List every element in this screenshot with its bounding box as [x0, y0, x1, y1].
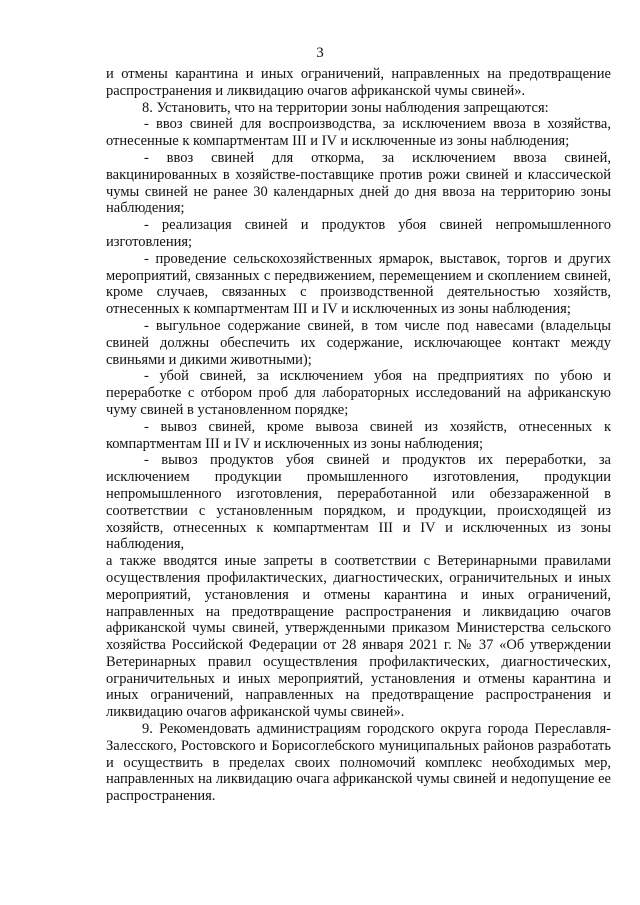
- paragraph-item-9: 9. Рекомендовать администрациям городского округа города Переславля-Залесского, Ростовского и Борисоглебского муниципальных районов разработать и осуществить в пределах своих полномочий комплекс необходимых мер, направленных на ликвидацию очага африканской чумы свиней и недопущение ее распространения.: [106, 721, 611, 805]
- paragraph-item-8: 8. Установить, что на территории зоны наблюдения запрещаются:: [142, 99, 549, 116]
- list-item-free-range: - выгульное содержание свиней, в том числе под навесами (владельцы свиней должны обеспечить их содержание, исключающее контакт между свиньями и дикими животными);: [106, 317, 611, 368]
- page-number: 3: [316, 45, 324, 61]
- list-item-sale-products: - реализация свиней и продуктов убоя свиней непромышленного изготовления;: [106, 217, 611, 250]
- list-item-fattening-import: - ввоз свиней для откорма, за исключением ввоза свиней, вакцинированных в хозяйстве-поставщике против рожи свиней и классической чумы свиней не ранее 30 календарных дней до дня ввоза на территорию зоны наблюдения;: [106, 149, 611, 217]
- list-item-slaughter: - убой свиней, за исключением убоя на предприятиях по убою и переработке с отбором проб для лабораторных исследований на африканскую чуму свиней в установленном порядке;: [106, 368, 611, 418]
- list-item-breeding-import: - ввоз свиней для воспроизводства, за исключением ввоза в хозяйства, отнесенные к компартментам III и IV и исключенные из зоны наблюдения;: [106, 116, 611, 150]
- document-body: [106, 66, 611, 805]
- paragraph-other-bans: а также вводятся иные запреты в соответствии с Ветеринарными правилами осуществления профилактических, диагностических, ограничительных и иных мероприятий, установления и отмены карантина и иных ограничений, направленных на предотвращение распространения и ликвидацию очагов африканской чумы свиней, утвержденными приказом Министерства сельского хозяйства Российской Федерации от 28 января 2021 г. № 37 «Об утверждении Ветеринарных правил осуществления профилактических, диагностических, ограничительных и иных мероприятий, установления и отмены карантина и иных ограничений, направленных на предотвращение распространения и ликвидацию очагов африканской чумы свиней».: [106, 553, 611, 721]
- paragraph-continuation: и отмены карантина и иных ограничений, направленных на предотвращение распространения и ликвидацию очагов африканской чумы свиней».: [106, 66, 611, 99]
- list-item-export-pigs: - вывоз свиней, кроме вывоза свиней из хозяйств, отнесенных к компартментам III и IV и исключенных из зоны наблюдения;: [106, 418, 611, 452]
- list-item-fairs: - проведение сельскохозяйственных ярмарок, выставок, торгов и других мероприятий, связанных с передвижением, перемещением и скоплением свиней, кроме случаев, связанных с производственной деятельностью хозяйств, отнесенных к компартментам III и IV и исключенных из зоны наблюдения;: [106, 250, 611, 318]
- list-item-export-products: - вывоз продуктов убоя свиней и продуктов их переработки, за исключением продукции промышленного изготовления, продукции непромышленного изготовления, переработанной или обеззараженной в соответствии с установленным порядком, и продукции, происходящей из хозяйств, отнесенных к компартментам III и IV и исключенных из зоны наблюдения,: [106, 452, 611, 553]
